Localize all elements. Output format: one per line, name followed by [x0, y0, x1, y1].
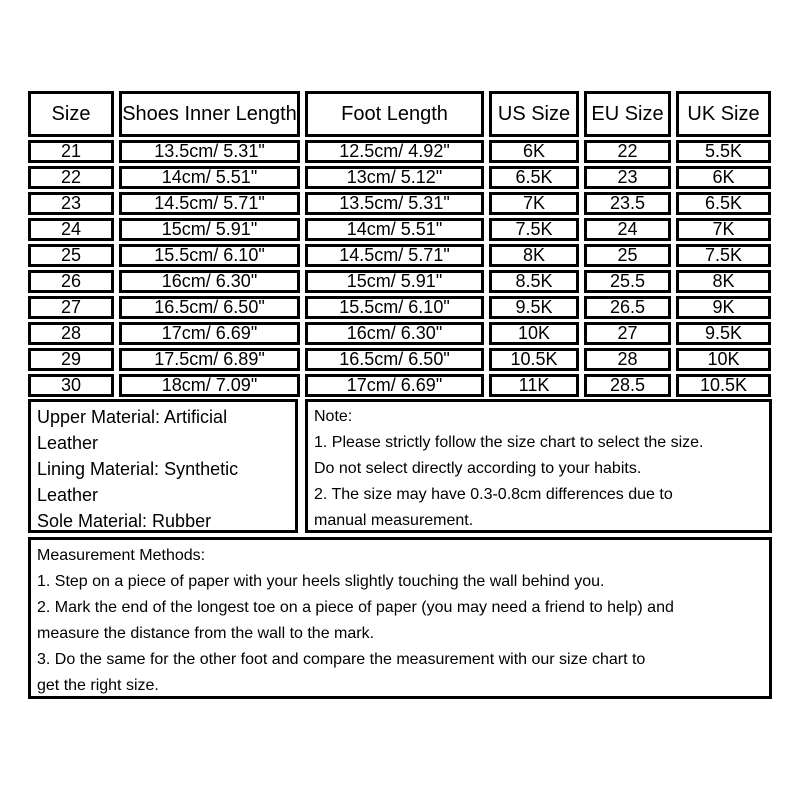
table-cell: 6.5K	[489, 166, 579, 189]
table-cell: 10K	[489, 322, 579, 345]
table-cell: 10.5K	[676, 374, 771, 397]
table-cell: 21	[28, 140, 114, 163]
table-cell: 15cm/ 5.91"	[119, 218, 300, 241]
measurement-line: measure the distance from the wall to the mark.	[37, 625, 375, 642]
table-cell: 6.5K	[676, 192, 771, 215]
table-row	[28, 166, 771, 189]
table-cell: 16.5cm/ 6.50"	[305, 348, 484, 371]
table-cell: 17cm/ 6.69"	[119, 322, 300, 345]
table-row	[28, 140, 771, 163]
table-cell: 8K	[489, 244, 579, 267]
table-cell: 25.5	[584, 270, 671, 293]
table-cell: 15.5cm/ 6.10"	[119, 244, 300, 267]
table-cell: 5.5K	[676, 140, 771, 163]
table-cell: 8K	[676, 270, 771, 293]
table-cell: 30	[28, 374, 114, 397]
note-line: Note:	[314, 408, 353, 425]
column-header: Shoes Inner Length	[119, 91, 300, 137]
column-header: UK Size	[676, 91, 771, 137]
note-line: Do not select directly according to your habits.	[314, 460, 642, 477]
header-row	[28, 91, 771, 137]
table-cell: 23	[584, 166, 671, 189]
table-cell: 26	[28, 270, 114, 293]
table-cell: 6K	[676, 166, 771, 189]
table-cell: 13.5cm/ 5.31"	[305, 192, 484, 215]
table-cell: 24	[28, 218, 114, 241]
table-cell: 23	[28, 192, 114, 215]
measurement-line: 3. Do the same for the other foot and compare the measurement with our size chart to	[37, 651, 646, 668]
table-cell: 16cm/ 6.30"	[305, 322, 484, 345]
measurement-line: get the right size.	[37, 677, 159, 694]
table-cell: 18cm/ 7.09"	[119, 374, 300, 397]
table-row	[28, 270, 771, 293]
table-cell: 9K	[676, 296, 771, 319]
table-cell: 9.5K	[676, 322, 771, 345]
table-cell: 25	[584, 244, 671, 267]
table-cell: 13cm/ 5.12"	[305, 166, 484, 189]
size-chart-table	[23, 88, 776, 400]
measurement-line: 2. Mark the end of the longest toe on a piece of paper (you may need a friend to help) and	[37, 599, 674, 616]
materials-line: Leather	[37, 433, 99, 453]
table-cell: 27	[28, 296, 114, 319]
table-cell: 28	[28, 322, 114, 345]
table-cell: 14cm/ 5.51"	[305, 218, 484, 241]
table-cell: 22	[28, 166, 114, 189]
materials-line: Upper Material: Artificial	[37, 407, 228, 427]
table-row	[28, 322, 771, 345]
table-cell: 16.5cm/ 6.50"	[119, 296, 300, 319]
measurement-line: Measurement Methods:	[37, 547, 206, 564]
note-line: manual measurement.	[314, 512, 474, 529]
table-cell: 23.5	[584, 192, 671, 215]
table-cell: 17cm/ 6.69"	[305, 374, 484, 397]
table-cell: 6K	[489, 140, 579, 163]
table-cell: 7K	[489, 192, 579, 215]
note-box	[305, 399, 772, 533]
table-cell: 15.5cm/ 6.10"	[305, 296, 484, 319]
column-header: EU Size	[584, 91, 671, 137]
table-cell: 28.5	[584, 374, 671, 397]
info-row	[28, 399, 772, 533]
table-row	[28, 374, 771, 397]
table-cell: 10K	[676, 348, 771, 371]
table-cell: 7K	[676, 218, 771, 241]
table-cell: 8.5K	[489, 270, 579, 293]
note-line: 1. Please strictly follow the size chart to select the size.	[314, 434, 704, 451]
table-cell: 17.5cm/ 6.89"	[119, 348, 300, 371]
column-header: Size	[28, 91, 114, 137]
table-cell: 14cm/ 5.51"	[119, 166, 300, 189]
table-row	[28, 296, 771, 319]
table-cell: 15cm/ 5.91"	[305, 270, 484, 293]
note-line: 2. The size may have 0.3-0.8cm differences due to	[314, 486, 673, 503]
materials-line: Lining Material: Synthetic	[37, 459, 239, 479]
table-cell: 14.5cm/ 5.71"	[305, 244, 484, 267]
table-cell: 11K	[489, 374, 579, 397]
table-header	[28, 91, 771, 137]
table-cell: 25	[28, 244, 114, 267]
table-row	[28, 244, 771, 267]
materials-line: Leather	[37, 485, 99, 505]
table-cell: 16cm/ 6.30"	[119, 270, 300, 293]
table-cell: 7.5K	[489, 218, 579, 241]
materials-box	[28, 399, 298, 533]
measurement-methods-box	[28, 537, 772, 699]
table-cell: 14.5cm/ 5.71"	[119, 192, 300, 215]
column-header: US Size	[489, 91, 579, 137]
table-body	[28, 140, 771, 397]
table-cell: 28	[584, 348, 671, 371]
table-cell: 10.5K	[489, 348, 579, 371]
table-cell: 29	[28, 348, 114, 371]
table-cell: 7.5K	[676, 244, 771, 267]
materials-line: Sole Material: Rubber	[37, 511, 212, 531]
table-cell: 24	[584, 218, 671, 241]
table-row	[28, 348, 771, 371]
table-cell: 27	[584, 322, 671, 345]
table-row	[28, 218, 771, 241]
table-cell: 13.5cm/ 5.31"	[119, 140, 300, 163]
table-cell: 9.5K	[489, 296, 579, 319]
measurement-line: 1. Step on a piece of paper with your heels slightly touching the wall behind you.	[37, 573, 605, 590]
table-cell: 26.5	[584, 296, 671, 319]
table-cell: 12.5cm/ 4.92"	[305, 140, 484, 163]
table-cell: 22	[584, 140, 671, 163]
table-row	[28, 192, 771, 215]
column-header: Foot Length	[305, 91, 484, 137]
